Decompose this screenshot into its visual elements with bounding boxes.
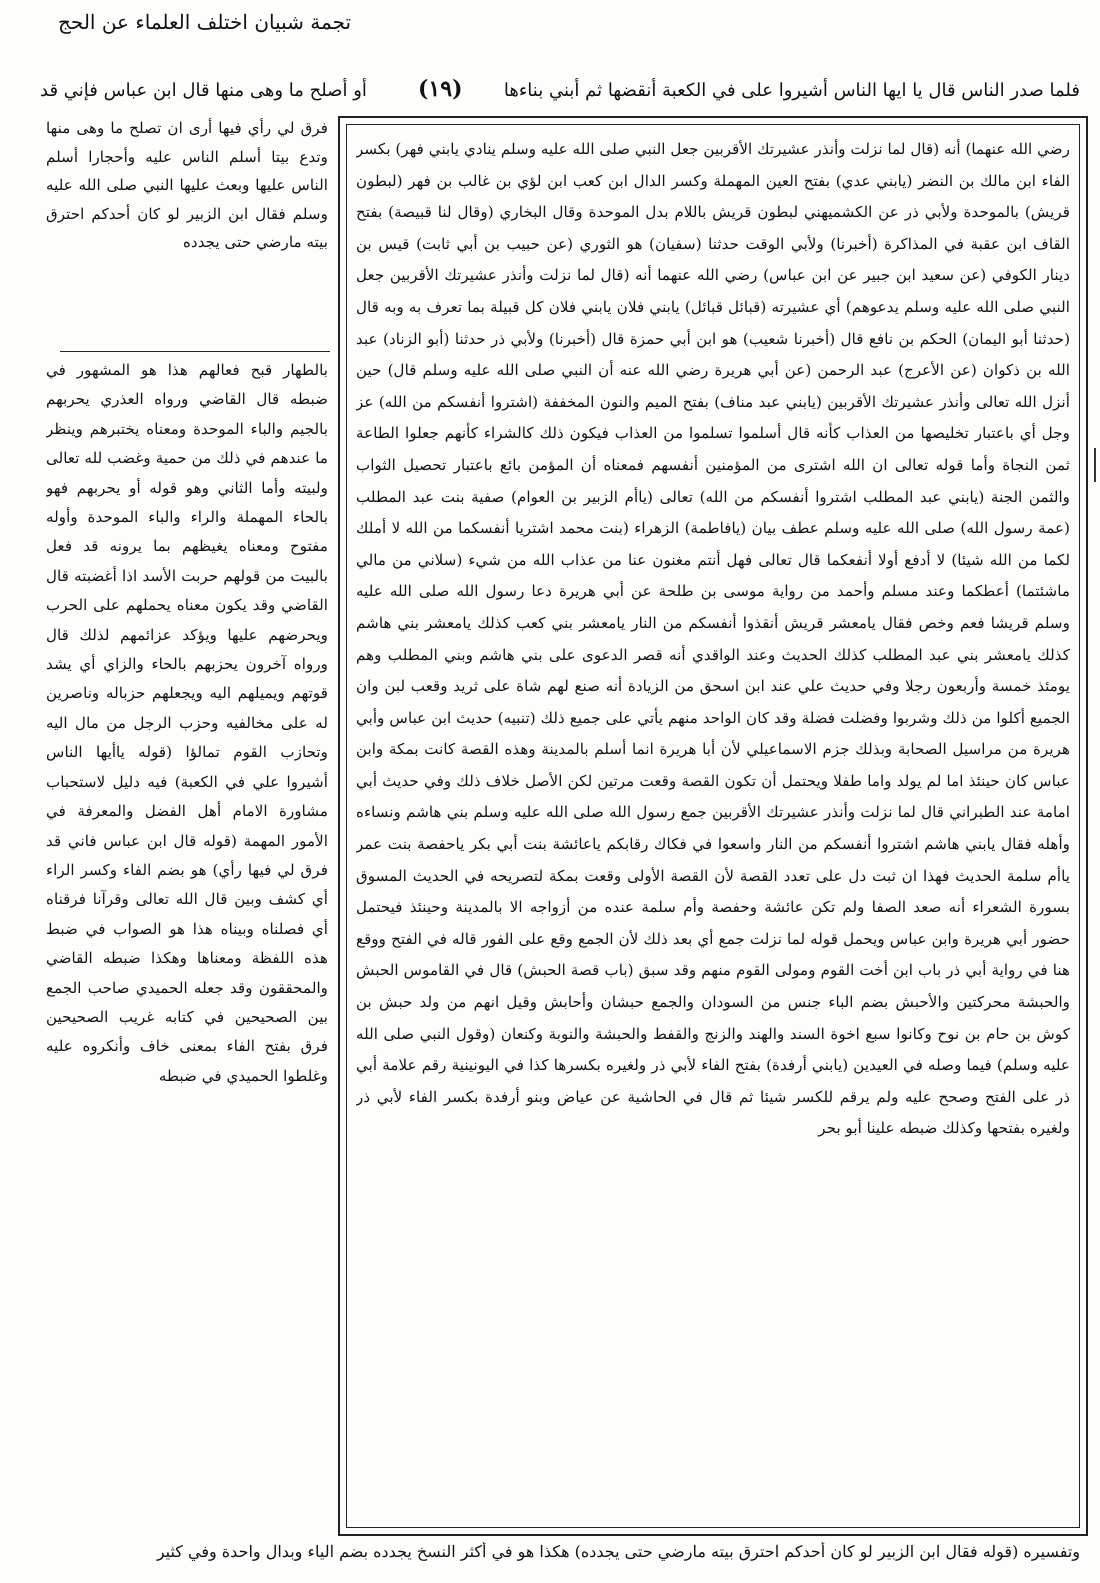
margin-top-text: فرق لي رأي فيها أرى ان تصلح ما وهى منها وتدع بيتا أسلم الناس عليه وأحجارا أسلم الناس عليها وبعث عليها النبي صلى الله عليه وسلم فقال ابن الزبير لو كان أحدكم احترق بيته مارضي حتى يجدده	[46, 119, 328, 251]
scan-edge-mark	[1094, 448, 1096, 482]
margin-divider	[60, 351, 330, 352]
page-header	[40, 74, 1080, 114]
header-right-text: فلما صدر الناس قال يا ايها الناس أشيروا على في الكعبة أنقضها ثم أبني بناءها	[503, 80, 1080, 101]
corner-handwritten-note: تجمة شبيان اختلف العلماء عن الحج	[58, 10, 352, 34]
main-text-frame	[338, 116, 1088, 1536]
margin-commentary-text: بالطهار قبح فعالهم هذا هو المشهور في ضبطه قال القاضي ورواه العذري يحربهم بالجيم والباء الموحدة ومعناه يختبرهم وينظر ما عندهم في ذلك من حمية وغضب لله تعالى ولبيته وأما الثاني وهو قوله أو يحربهم فهو بالحاء المهملة والراء والباء الموحدة وأوله مفتوح ومعناه يغيظهم بما يرونه قد فعل بالبيت من قولهم حربت الأسد اذا أغضبته قال القاضي وقد يكون معناه يحملهم على الحرب ويحرضهم عليها ويؤكد عزائمهم لذلك قال ورواه آخرون يحزبهم بالحاء والزاي أي يشد قوتهم ويميلهم اليه ويجعلهم حزباله وناصرين له على مخالفيه وحزب الرجل من مال اليه وتحازب القوم تمالؤا (قوله ياأيها الناس أشيروا علي في الكعبة) فيه دليل لاستحباب مشاورة الامام أهل الفضل والمعرفة في الأمور المهمة (قوله قال ابن عباس فاني قد فرق لي فيها رأي) هو بضم الفاء وكسر الراء أي كشف وبين قال الله تعالى وقرآنا فرقناه أي فصلناه وبيناه هذا هو الصواب في ضبط هذه اللفظة ومعناها وهكذا ضبطه القاضي والمحققون وقد جعله الحميدي صاحب الجمع بين الصحيحين في كتابه غريب الصحيحين فرق بفتح الفاء بمعنى خاف وأنكروه عليه وغلطوا الحميدي في ضبطه	[46, 361, 328, 1085]
page-footer-text: وتفسيره (قوله فقال ابن الزبير لو كان أحدكم احترق بيته مارضي حتى يجدده) هكذا هو في أكثر النسخ يجدده بضم الياء وبدال واحدة وفي كثير	[156, 1542, 1080, 1561]
page-number: (١٩)	[418, 76, 463, 102]
header-left-text: أو أصلح ما وهى منها قال ابن عباس فإني قد	[40, 80, 367, 101]
main-commentary-text: رضي الله عنهما) أنه (قال لما نزلت وأنذر عشيرتك الأقربين جعل النبي صلى الله عليه وسلم ينادي يابني فهر) بكسر الفاء ابن مالك بن النضر (يابني عدي) بفتح العين المهملة وكسر الدال ابن كعب ابن لؤي بن غالب بن فهر (لبطون قريش) بالموحدة ولأبي ذر عن الكشميهني لبطون قريش باللام بدل الموحدة وقال البخاري (وقال لنا قبيصة) بفتح القاف ابن عقبة في المذاكرة (أخبرنا) ولأبي الوقت حدثنا (سفيان) هو الثوري (عن حبيب بن أبي ثابت) قيس بن دينار الكوفي (عن سعيد ابن جبير عن ابن عباس) رضي الله عنهما أنه (قال لما نزلت وأنذر عشيرتك الأقربين جعل النبي صلى الله عليه وسلم يدعوهم) أي عشيرته (قبائل قبائل) يابني فلان يابني فلان كل قبيلة بما تعرف به وبه قال (حدثنا أبو اليمان) الحكم بن نافع قال (أخبرنا شعيب) هو ابن أبي حمزة قال (أخبرنا) ولأبي ذر حدثنا (أبو الزناد) عبد الله بن ذكوان (عن الأعرج) عبد الرحمن (عن أبي هريرة رضي الله عنه أن النبي صلى الله عليه وسلم قال) حين أنزل الله تعالى وأنذر عشيرتك الأقربين (يابني عبد مناف) بفتح الميم والنون المخففة (اشتروا أنفسكم من الله) عز وجل أي باعتبار تخليصها من العذاب كأنه قال أسلموا تسلموا من العذاب فيكون ذلك كالشراء كأنهم جعلوا الطاعة ثمن النجاة وأما قوله تعالى ان الله اشترى من المؤمنين أنفسهم فمعناه أن المؤمن بائع باعتبار تحصيل الثواب والثمن الجنة (يابني عبد المطلب اشتروا أنفسكم من الله) تعالى (ياأم الزبير بن العوام) صفية بنت عبد المطلب (عمة رسول الله) صلى الله عليه وسلم عطف بيان (يافاطمة) الزهراء (بنت محمد اشتريا أنفسكما من الله لا أملك لكما من الله شيئا) لا أدفع أولا أنفعكما قال تعالى فهل أنتم مغنون عنا من عذاب الله من شيء (سلاني من مالي ماشئتما) أعطكما وعند مسلم وأحمد من رواية موسى بن طلحة عن أبي هريرة دعا رسول الله صلى الله عليه وسلم قريشا فعم وخص فقال يامعشر قريش أنقذوا أنفسكم من النار يامعشر بني كعب كذلك يامعشر بني هاشم كذلك يامعشر بني عبد المطلب كذلك الحديث وعند الواقدي أنه قصر الدعوى على بني هاشم وبني المطلب وهم يومئذ خمسة وأربعون رجلا وفي حديث علي عند ابن اسحق من الزيادة أنه صنع لهم شاة على ثريد وقعب لبن وان الجميع أكلوا من ذلك وشربوا وفضلت فضلة وقد كان الواحد منهم يأتي على جميع ذلك (تنبيه) حديث ابن عباس وأبي هريرة من مراسيل الصحابة وبذلك جزم الاسماعيلي لأن أبا هريرة انما أسلم بالمدينة وهذه القصة كانت بمكة وابن عباس كان حينئذ اما لم يولد واما طفلا ويحتمل أن تكون القصة وقعت مرتين لكن الأصل خلاف ذلك وفي حديث أبي امامة عند الطبراني قال لما نزلت وأنذر عشيرتك الأقربين جمع رسول الله صلى الله عليه وسلم بني هاشم ونساءه وأهله فقال يابني هاشم اشتروا أنفسكم من النار واسعوا في فكاك رقابكم ياعائشة بنت أبي بكر ياحفصة بنت عمر ياأم سلمة الحديث فهذا ان ثبت دل على تعدد القصة لأن القصة الأولى وقعت بمكة لتصريحه في الحديث المسوق بسورة الشعراء أنه صعد الصفا ولم تكن عائشة وحفصة وأم سلمة عنده من أزواجه الا بالمدينة وحينئذ فيحتمل حضور أبي هريرة وابن عباس ويحمل قوله لما نزلت جمع أي بعد ذلك لأن الجمع وقع على الفور قاله في الفتح ووقع هنا في رواية أبي ذر باب ابن أخت القوم ومولى القوم منهم وقد سبق (باب قصة الحبش) قال في القاموس الحبش والحبشة محركتين والأحبش بضم الباء جنس من السودان والجمع حبشان وأحابش وقيل انهم من ولد حبش بن كوش بن حام بن نوح وكانوا سبع اخوة السند والهند والزنج والقفط والحبشة والنوبة وكنعان (وقول النبي صلى الله عليه وسلم) فيما وصله في العيدين (يابني أرفدة) بفتح الفاء لأبي ذر ولغيره بكسرها كذا في اليونينية رقم علامة أبي ذر على الفتح وصحح عليه ولم يرقم للكسر شيئا ثم قال في الحاشية عن عياض وبنو أرفدة بكسر الفاء لأبي ذر ولغيره بفتحها وكذلك ضبطه علينا أبو بحر	[356, 140, 1070, 1138]
